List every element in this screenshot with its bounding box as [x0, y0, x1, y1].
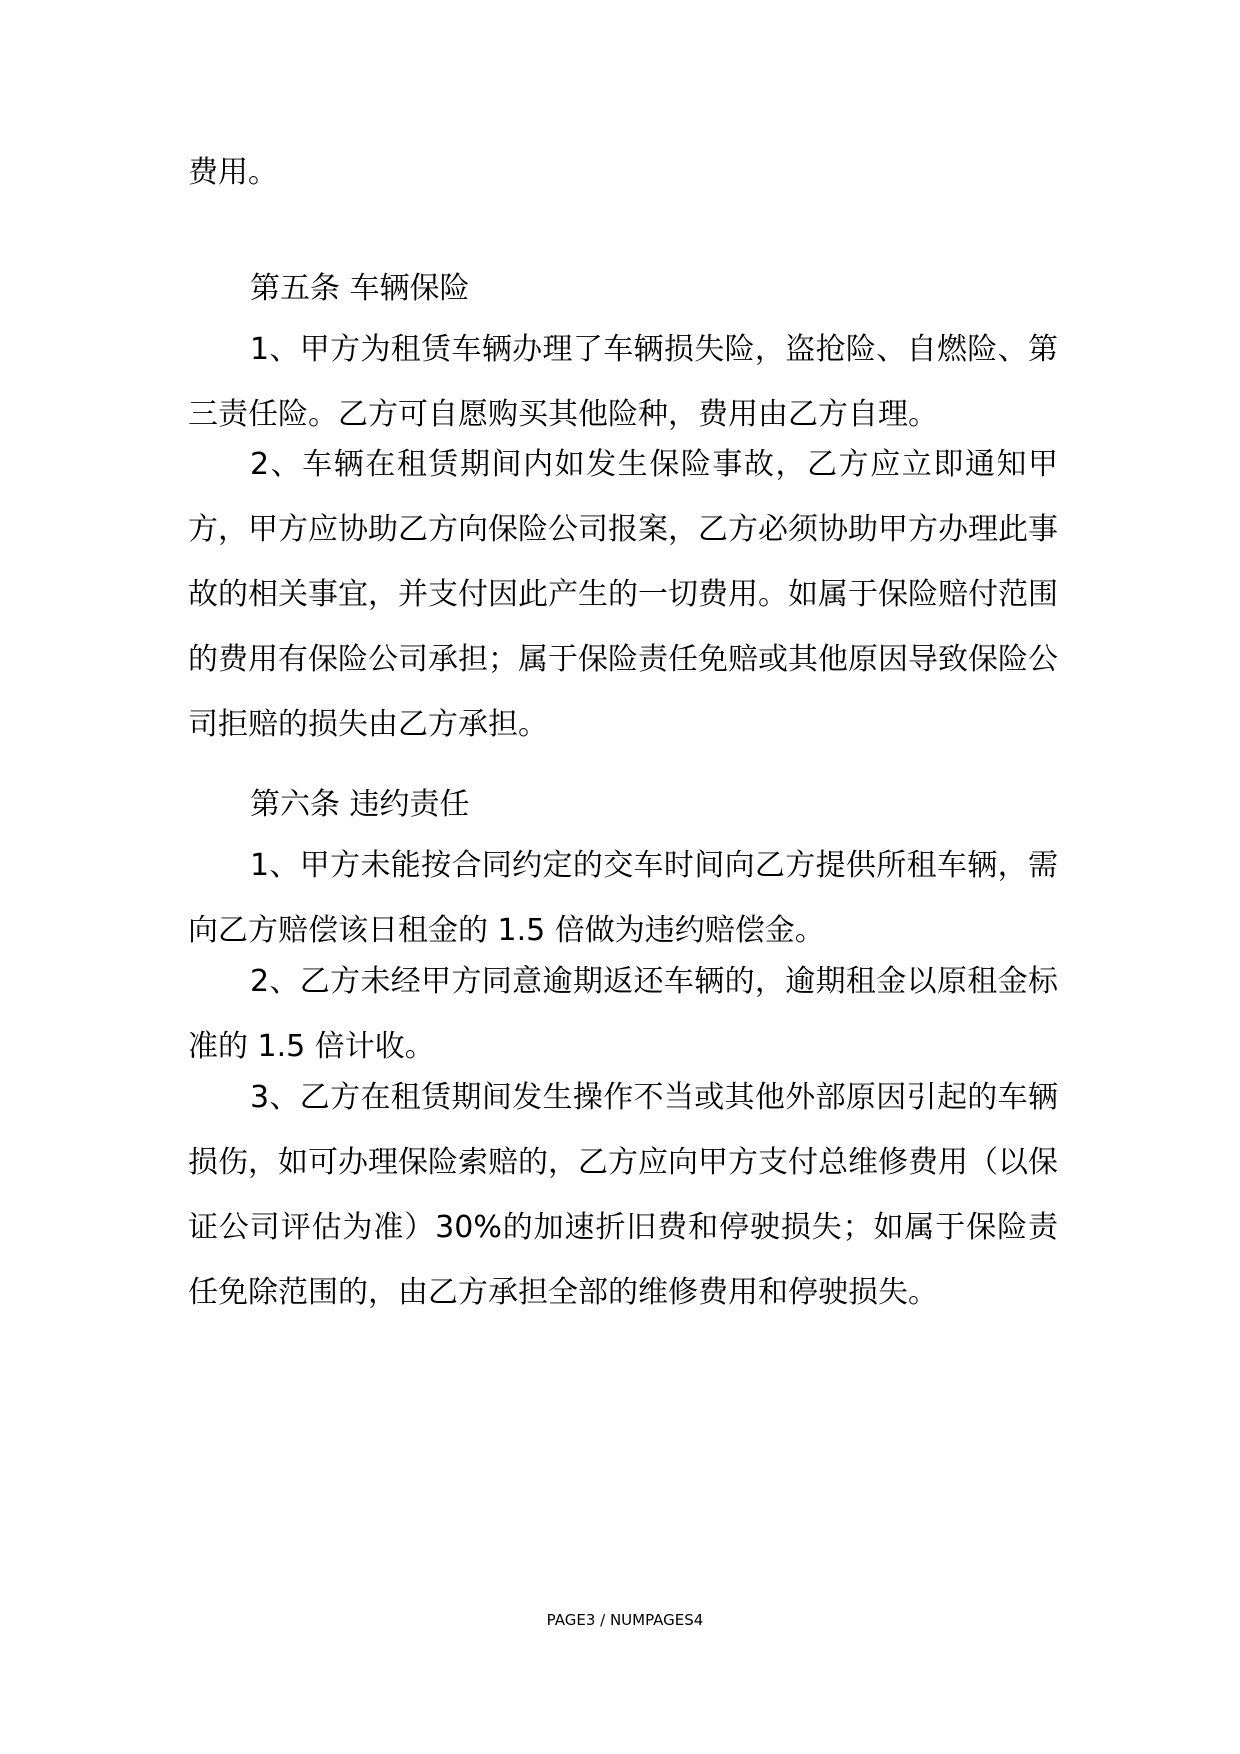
article-6-heading: 第六条 违约责任	[250, 787, 470, 822]
page-number-footer: PAGE3 / NUMPAGES4	[546, 1611, 704, 1629]
article-5-heading: 第五条 车辆保险	[250, 271, 470, 306]
article-6-paragraph-3: 3、乙方在租赁期间发生操作不当或其他外部原因引起的车辆损伤，如可办理保险索赔的，乙方应向甲方支付总维修费用（以保证公司评估为准）30%的加速折旧费和停驶损失；如属于保险责任免除范围的，由乙方承担全部的维修费用和停驶损失。	[188, 1080, 1058, 1310]
article-6-paragraph-1: 1、甲方未能按合同约定的交车时间向乙方提供所租车辆，需向乙方赔偿该日租金的 1.5 倍做为违约赔偿金。	[188, 848, 1058, 948]
continuation-text: 费用。	[188, 155, 278, 190]
article-5-paragraph-2: 2、车辆在租赁期间内如发生保险事故，乙方应立即通知甲方，甲方应协助乙方向保险公司报案，乙方必须协助甲方办理此事故的相关事宜，并支付因此产生的一切费用。如属于保险赔付范围的费用有保险公司承担；属于保险责任免赔或其他原因导致保险公司拒赔的损失由乙方承担。	[188, 447, 1058, 742]
article-5-paragraph-1: 1、甲方为租赁车辆办理了车辆损失险，盗抢险、自燃险、第三责任险。乙方可自愿购买其他险种，费用由乙方自理。	[188, 332, 1058, 432]
article-6-paragraph-2: 2、乙方未经甲方同意逾期返还车辆的，逾期租金以原租金标准的 1.5 倍计收。	[188, 964, 1058, 1064]
